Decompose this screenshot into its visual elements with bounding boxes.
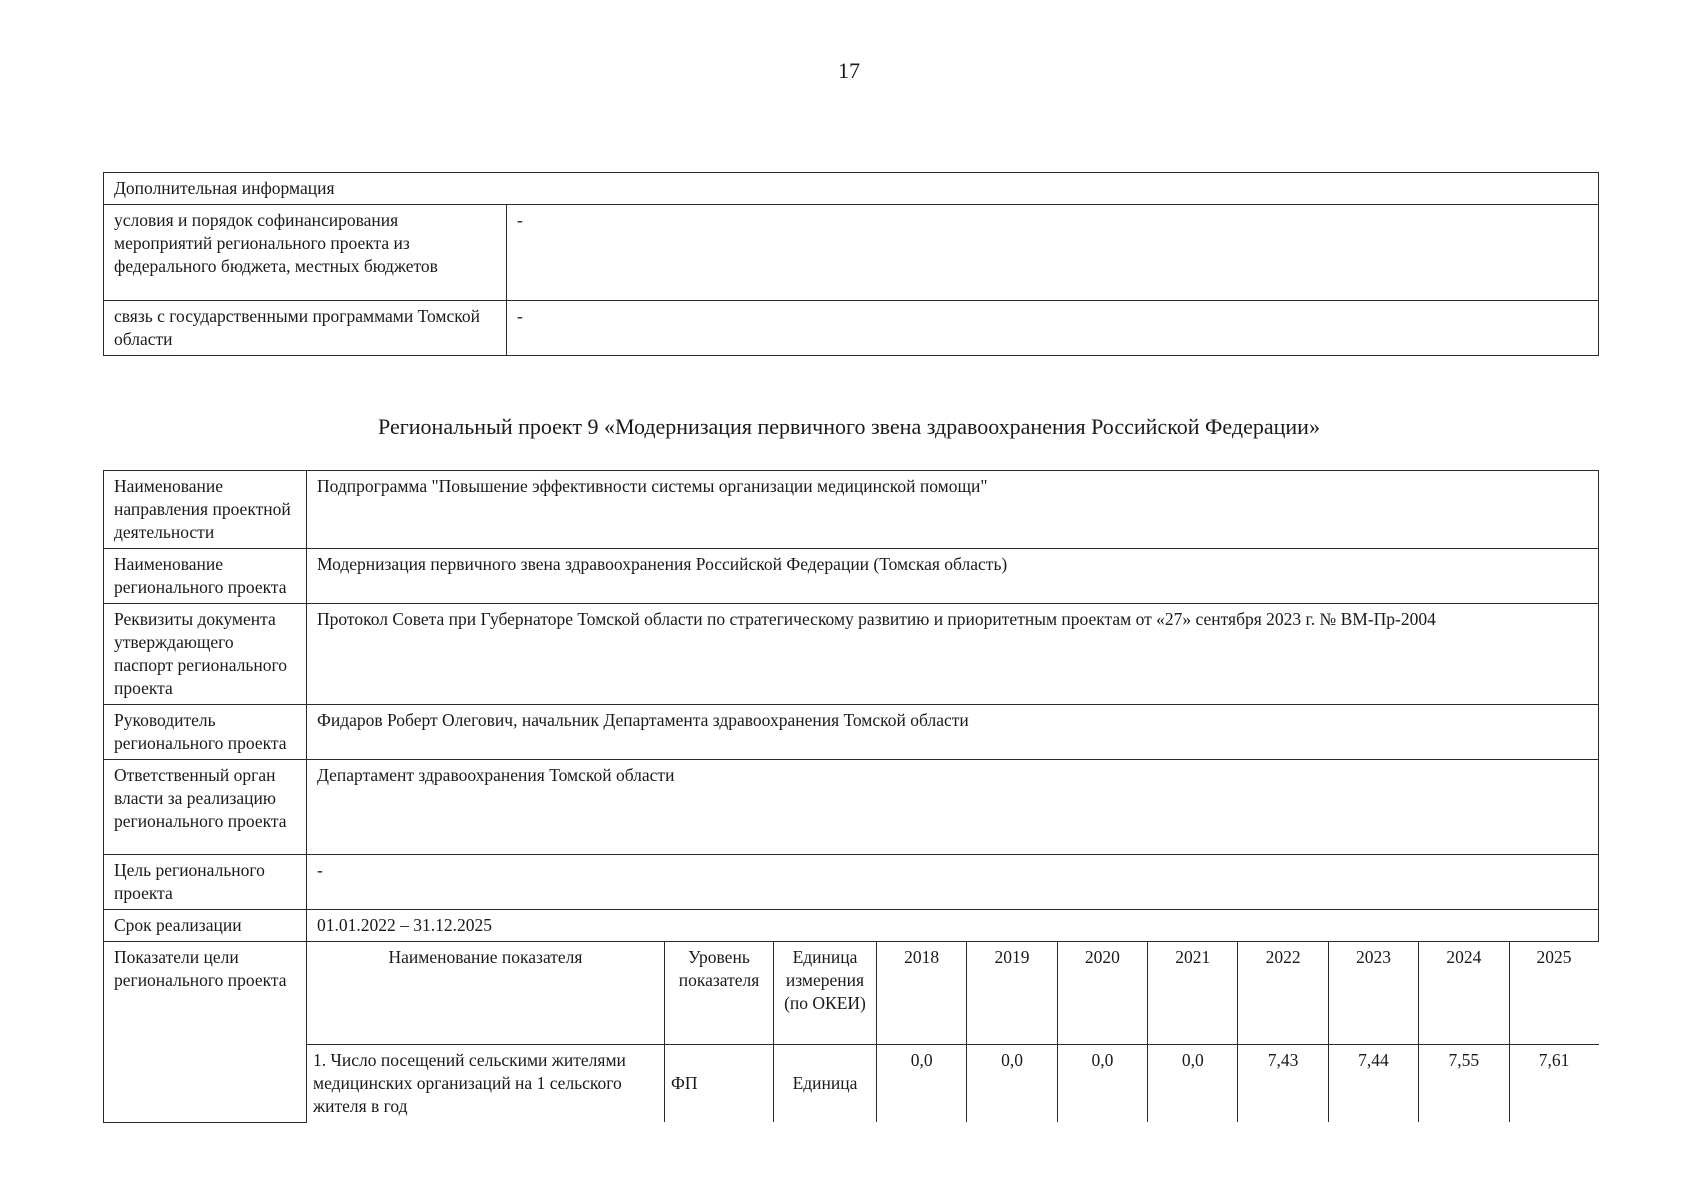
year-header: 2020 (1057, 942, 1147, 1045)
indicator-value: 7,61 (1509, 1045, 1598, 1123)
additional-info-header: Дополнительная информация (104, 173, 1599, 205)
term-label: Срок реализации (104, 910, 307, 942)
year-header: 2023 (1328, 942, 1418, 1045)
page-number: 17 (838, 58, 860, 83)
direction-value: Подпрограмма "Повышение эффективности системы организации медицинской помощи" (307, 471, 1599, 549)
indicator-value: 0,0 (1057, 1045, 1147, 1123)
indicators-table (307, 942, 1599, 1122)
project-goal-value: - (307, 855, 1599, 910)
table-row (307, 1045, 1599, 1123)
cofinancing-label: условия и порядок софинансирования мероприятий регионального проекта из федерального бюджета, местных бюджетов (104, 205, 507, 301)
indicator-level: ФП (665, 1045, 774, 1123)
responsible-body-value: Департамент здравоохранения Томской области (307, 760, 1599, 855)
indicator-unit-header: Единица измерения (по ОКЕИ) (774, 942, 877, 1045)
year-header: 2019 (967, 942, 1057, 1045)
indicator-value: 0,0 (967, 1045, 1057, 1123)
project-head-label: Руководитель регионального проекта (104, 705, 307, 760)
project-head-value: Фидаров Роберт Олегович, начальник Департамента здравоохранения Томской области (307, 705, 1599, 760)
indicator-value: 7,55 (1419, 1045, 1509, 1123)
project-passport-table (103, 470, 1599, 1123)
year-header: 2024 (1419, 942, 1509, 1045)
term-value: 01.01.2022 – 31.12.2025 (307, 910, 1599, 942)
project-name-value: Модернизация первичного звена здравоохранения Российской Федерации (Томская область) (307, 549, 1599, 604)
indicator-value: 7,43 (1238, 1045, 1328, 1123)
indicator-unit: Единица (774, 1045, 877, 1123)
year-header: 2018 (877, 942, 967, 1045)
project-title: Региональный проект 9 «Модернизация первичного звена здравоохранения Российской Федерации» (378, 414, 1320, 439)
indicator-name-header: Наименование показателя (307, 942, 665, 1045)
project-name-label: Наименование регионального проекта (104, 549, 307, 604)
project-goal-label: Цель регионального проекта (104, 855, 307, 910)
year-header: 2025 (1509, 942, 1598, 1045)
year-header: 2022 (1238, 942, 1328, 1045)
year-header: 2021 (1148, 942, 1238, 1045)
responsible-body-label: Ответственный орган власти за реализацию регионального проекта (104, 760, 307, 855)
cofinancing-value: - (507, 205, 1599, 301)
additional-info-table (103, 172, 1599, 356)
state-programs-label: связь с государственными программами Томской области (104, 301, 507, 356)
document-details-value: Протокол Совета при Губернаторе Томской области по стратегическому развитию и приоритетным проектам от «27» сентября 2023 г. № ВМ-Пр-2004 (307, 604, 1599, 705)
indicators-container (307, 942, 1599, 1123)
indicators-header-row (307, 942, 1599, 1045)
state-programs-value: - (507, 301, 1599, 356)
direction-label: Наименование направления проектной деятельности (104, 471, 307, 549)
indicator-name: 1. Число посещений сельскими жителями медицинских организаций на 1 сельского жителя в год (307, 1045, 665, 1123)
indicator-level-header: Уровень показателя (665, 942, 774, 1045)
document-details-label: Реквизиты документа утверждающего паспорт регионального проекта (104, 604, 307, 705)
indicator-value: 0,0 (877, 1045, 967, 1123)
indicator-value: 0,0 (1148, 1045, 1238, 1123)
indicators-label: Показатели цели регионального проекта (104, 942, 307, 1123)
indicator-value: 7,44 (1328, 1045, 1418, 1123)
